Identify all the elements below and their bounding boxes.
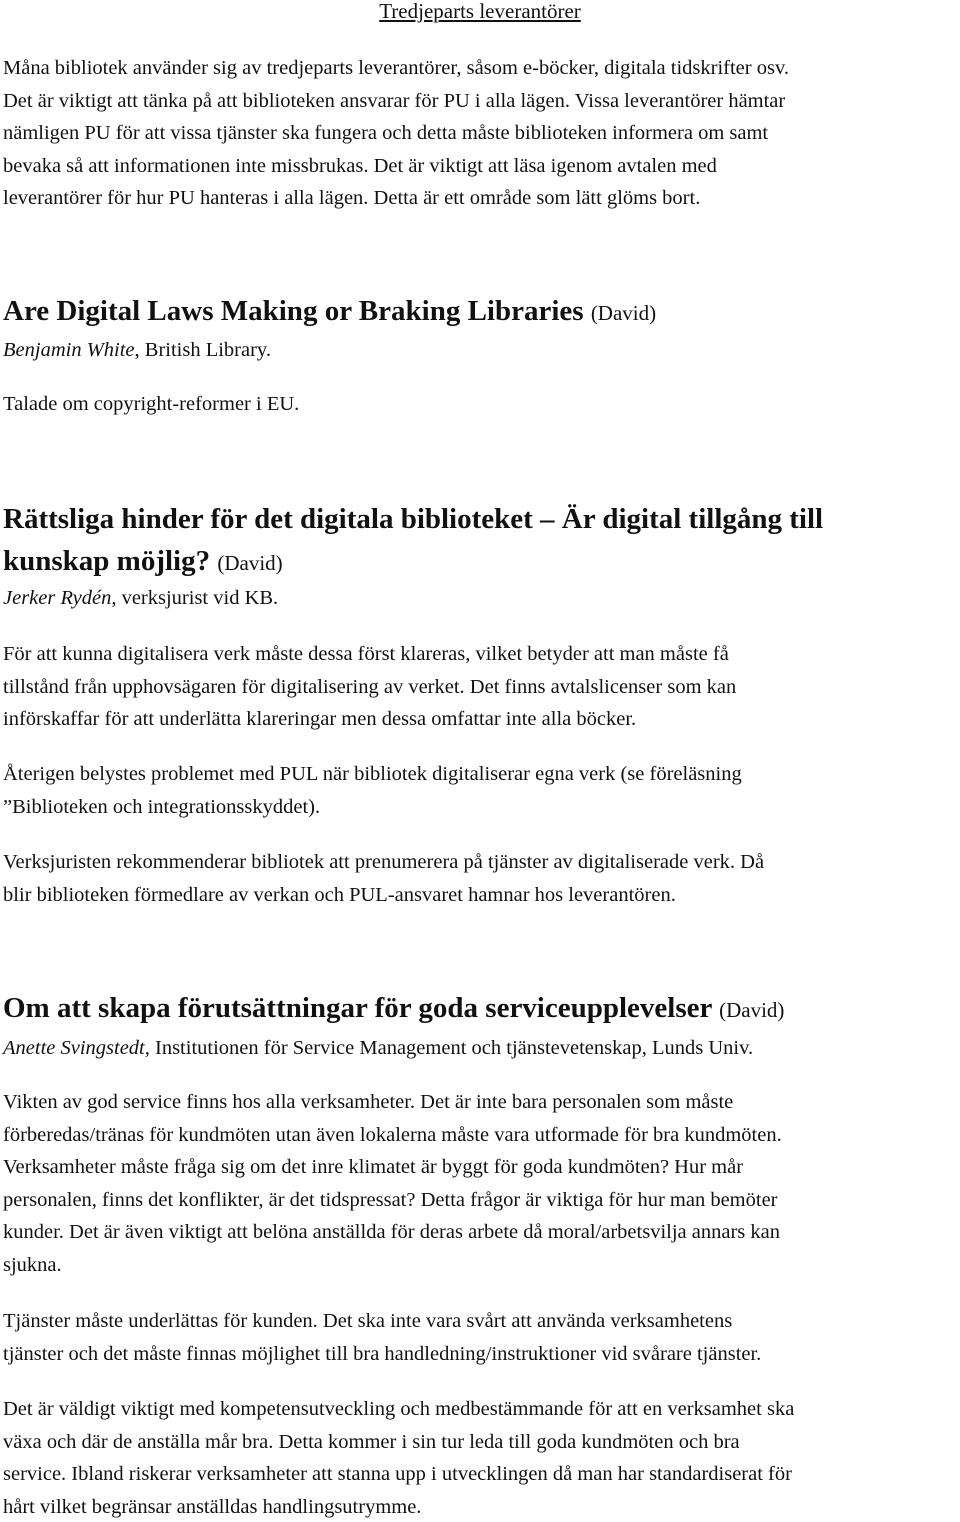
talk-heading [3,990,784,1028]
paragraph-line: Talade om copyright-reformer i EU. [3,393,300,415]
speaker-name: Jerker Rydén [3,587,112,609]
paragraph-line: personalen, finns det konflikter, är det tidspressat? Detta frågor är viktiga för hur man bemöter [3,1189,778,1211]
paragraph-line: Det är väldigt viktigt med kompetensutveckling och medbestämmande för att en verksamhet ska [3,1398,795,1420]
paragraph-line: bevaka så att informationen inte missbrukas. Det är viktigt att läsa igenom avtalen med [3,155,717,177]
talk-heading-continued [3,543,283,581]
paragraph-line: tjänster och det måste finnas möjlighet till bra handledning/instruktioner vid svårare tjänster. [3,1343,762,1365]
paragraph-line: blir biblioteken förmedlare av verkan och PUL-ansvaret hamnar hos leverantören. [3,884,676,906]
paragraph-line: Det är viktigt att tänka på att biblioteken ansvarar för PU i alla lägen. Vissa leverantörer hämtar [3,90,786,112]
paragraph-line: förberedas/tränas för kundmöten utan även lokalerna måste vara utformade för bra kundmöten. [3,1124,782,1146]
speaker-affiliation: , British Library. [134,339,271,361]
talk-heading-text: Om att skapa förutsättningar för goda serviceupplevelser [3,992,712,1024]
paragraph-line: Verksamheter måste fråga sig om det inre klimatet är byggt för goda kundmöten? Hur mår [3,1156,744,1178]
speaker-affiliation: , verksjurist vid KB. [111,587,279,609]
paragraph-line: kunder. Det är även viktigt att belöna anställda för deras arbete då moral/arbetsvilja annars kan [3,1221,780,1243]
talk-heading-text: Are Digital Laws Making or Braking Libraries [3,295,584,327]
paragraph-line: växa och där de anställa mår bra. Detta kommer i sin tur leda till goda kundmöten och bra [3,1431,740,1453]
speaker-name: Anette Svingstedt, [3,1037,150,1059]
speaker-byline [3,1035,753,1061]
talk-heading: Rättsliga hinder för det digitala biblioteket – Är digital tillgång till [3,503,824,535]
paragraph-line: Verksjuristen rekommenderar bibliotek att prenumerera på tjänster av digitaliserade verk. Då [3,851,765,873]
speaker-affiliation: Institutionen för Service Management och tjänstevetenskap, Lunds Univ. [149,1037,754,1059]
paragraph-line: Måna bibliotek använder sig av tredjeparts leverantörer, såsom e-böcker, digitala tidskrifter osv. [3,57,790,79]
paragraph-line: införskaffar för att underlätta klareringar men dessa omfattar inte alla böcker. [3,708,637,730]
paragraph-line: För att kunna digitalisera verk måste dessa först klareras, vilket betyder att man måste få [3,643,729,665]
paragraph-line: leverantörer för hur PU hanteras i alla lägen. Detta är ett område som lätt glöms bort. [3,187,701,209]
talk-attribution: (David) [590,301,657,325]
talk-heading [3,293,656,331]
paragraph-line: hårt vilket begränsar anställdas handlingsutrymme. [3,1496,422,1518]
paragraph-line: nämligen PU för att vissa tjänster ska fungera och detta måste biblioteken informera om samt [3,122,769,144]
speaker-byline [3,585,278,611]
paragraph-line: Återigen belystes problemet med PUL när bibliotek digitaliserar egna verk (se föreläsning [3,763,742,785]
paragraph-line: ”Biblioteken och integrationsskyddet). [3,796,321,818]
talk-attribution: (David) [217,551,283,575]
talk-attribution: (David) [719,998,785,1022]
paragraph-line: Vikten av god service finns hos alla verksamheter. Det är inte bara personalen som måste [3,1091,734,1113]
paragraph-line: tillstånd från upphovsägaren för digitalisering av verket. Det finns avtalslicenser som kan [3,676,737,698]
talk-heading-text: kunskap möjlig? [3,545,211,577]
paragraph-line: service. Ibland riskerar verksamheter att stanna upp i utvecklingen då man har standardiserat för [3,1463,792,1485]
speaker-byline [3,337,271,363]
section-title: Tredjeparts leverantörer [379,0,581,23]
speaker-name: Benjamin White [3,339,135,361]
paragraph-line: sjukna. [3,1254,62,1276]
paragraph-line: Tjänster måste underlättas för kunden. Det ska inte vara svårt att använda verksamhetens [3,1310,733,1332]
